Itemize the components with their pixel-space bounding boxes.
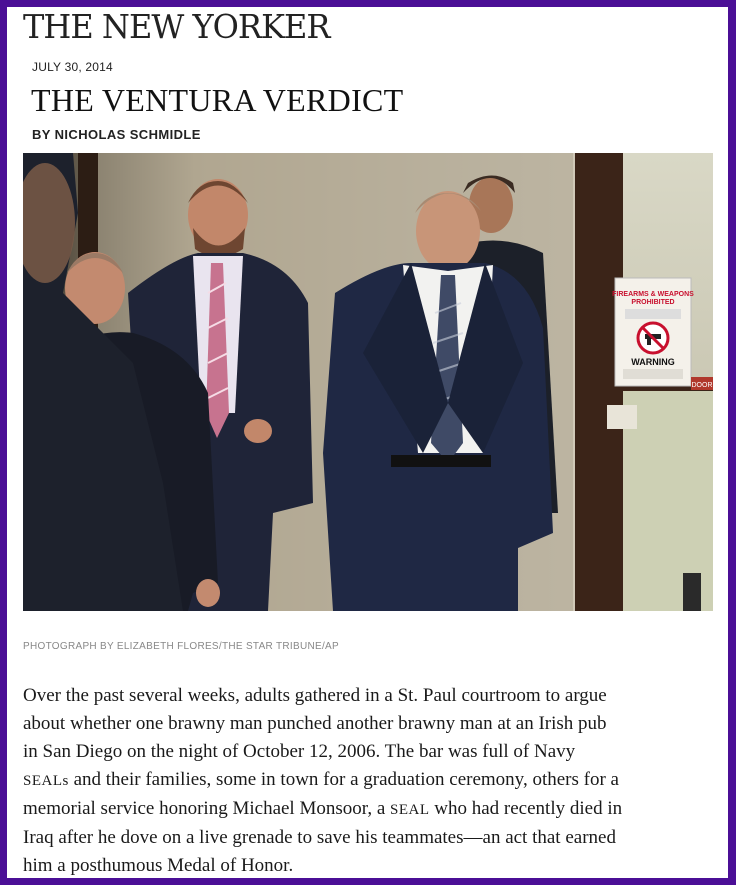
photo-illustration [23, 153, 713, 611]
body-line-rest: and their families, some in town for a graduation ceremony, others for a [68, 769, 619, 790]
photo-caption: PHOTOGRAPH BY ELIZABETH FLORES/THE STAR TRIBUNE/AP [23, 641, 339, 652]
small-caps-seals: SEALs [23, 773, 69, 789]
body-line: Iraq after he dove on a live grenade to save his teammates—an act that earned [23, 827, 616, 848]
sign-heading-2: PROHIBITED [631, 299, 675, 306]
article-page [7, 7, 728, 878]
body-line-post: who had recently died in [429, 798, 623, 819]
body-line-pre: memorial service honoring Michael Monsoor, a [23, 798, 391, 819]
body-line [23, 795, 703, 824]
sign-heading-1: FIREARMS & WEAPONS [612, 291, 694, 298]
small-caps-seal: SEAL [390, 802, 430, 818]
masthead-logo[interactable]: THE NEW YORKER [23, 7, 330, 46]
article-headline: THE VENTURA VERDICT [31, 82, 404, 118]
article-date: JULY 30, 2014 [32, 60, 113, 74]
sign-warning: WARNING [631, 357, 675, 367]
body-line: Over the past several weeks, adults gathered in a St. Paul courtroom to argue [23, 685, 607, 706]
body-line: about whether one brawny man punched another brawny man at an Irish pub [23, 713, 607, 734]
body-line: him a posthumous Medal of Honor. [23, 855, 294, 876]
body-line [23, 766, 703, 795]
body-line: in San Diego on the night of October 12, 2006. The bar was full of Navy [23, 741, 576, 762]
door-label: DOOR [691, 382, 713, 389]
article-photo [23, 153, 713, 611]
article-byline[interactable]: BY NICHOLAS SCHMIDLE [32, 127, 201, 142]
article-body [23, 682, 703, 878]
